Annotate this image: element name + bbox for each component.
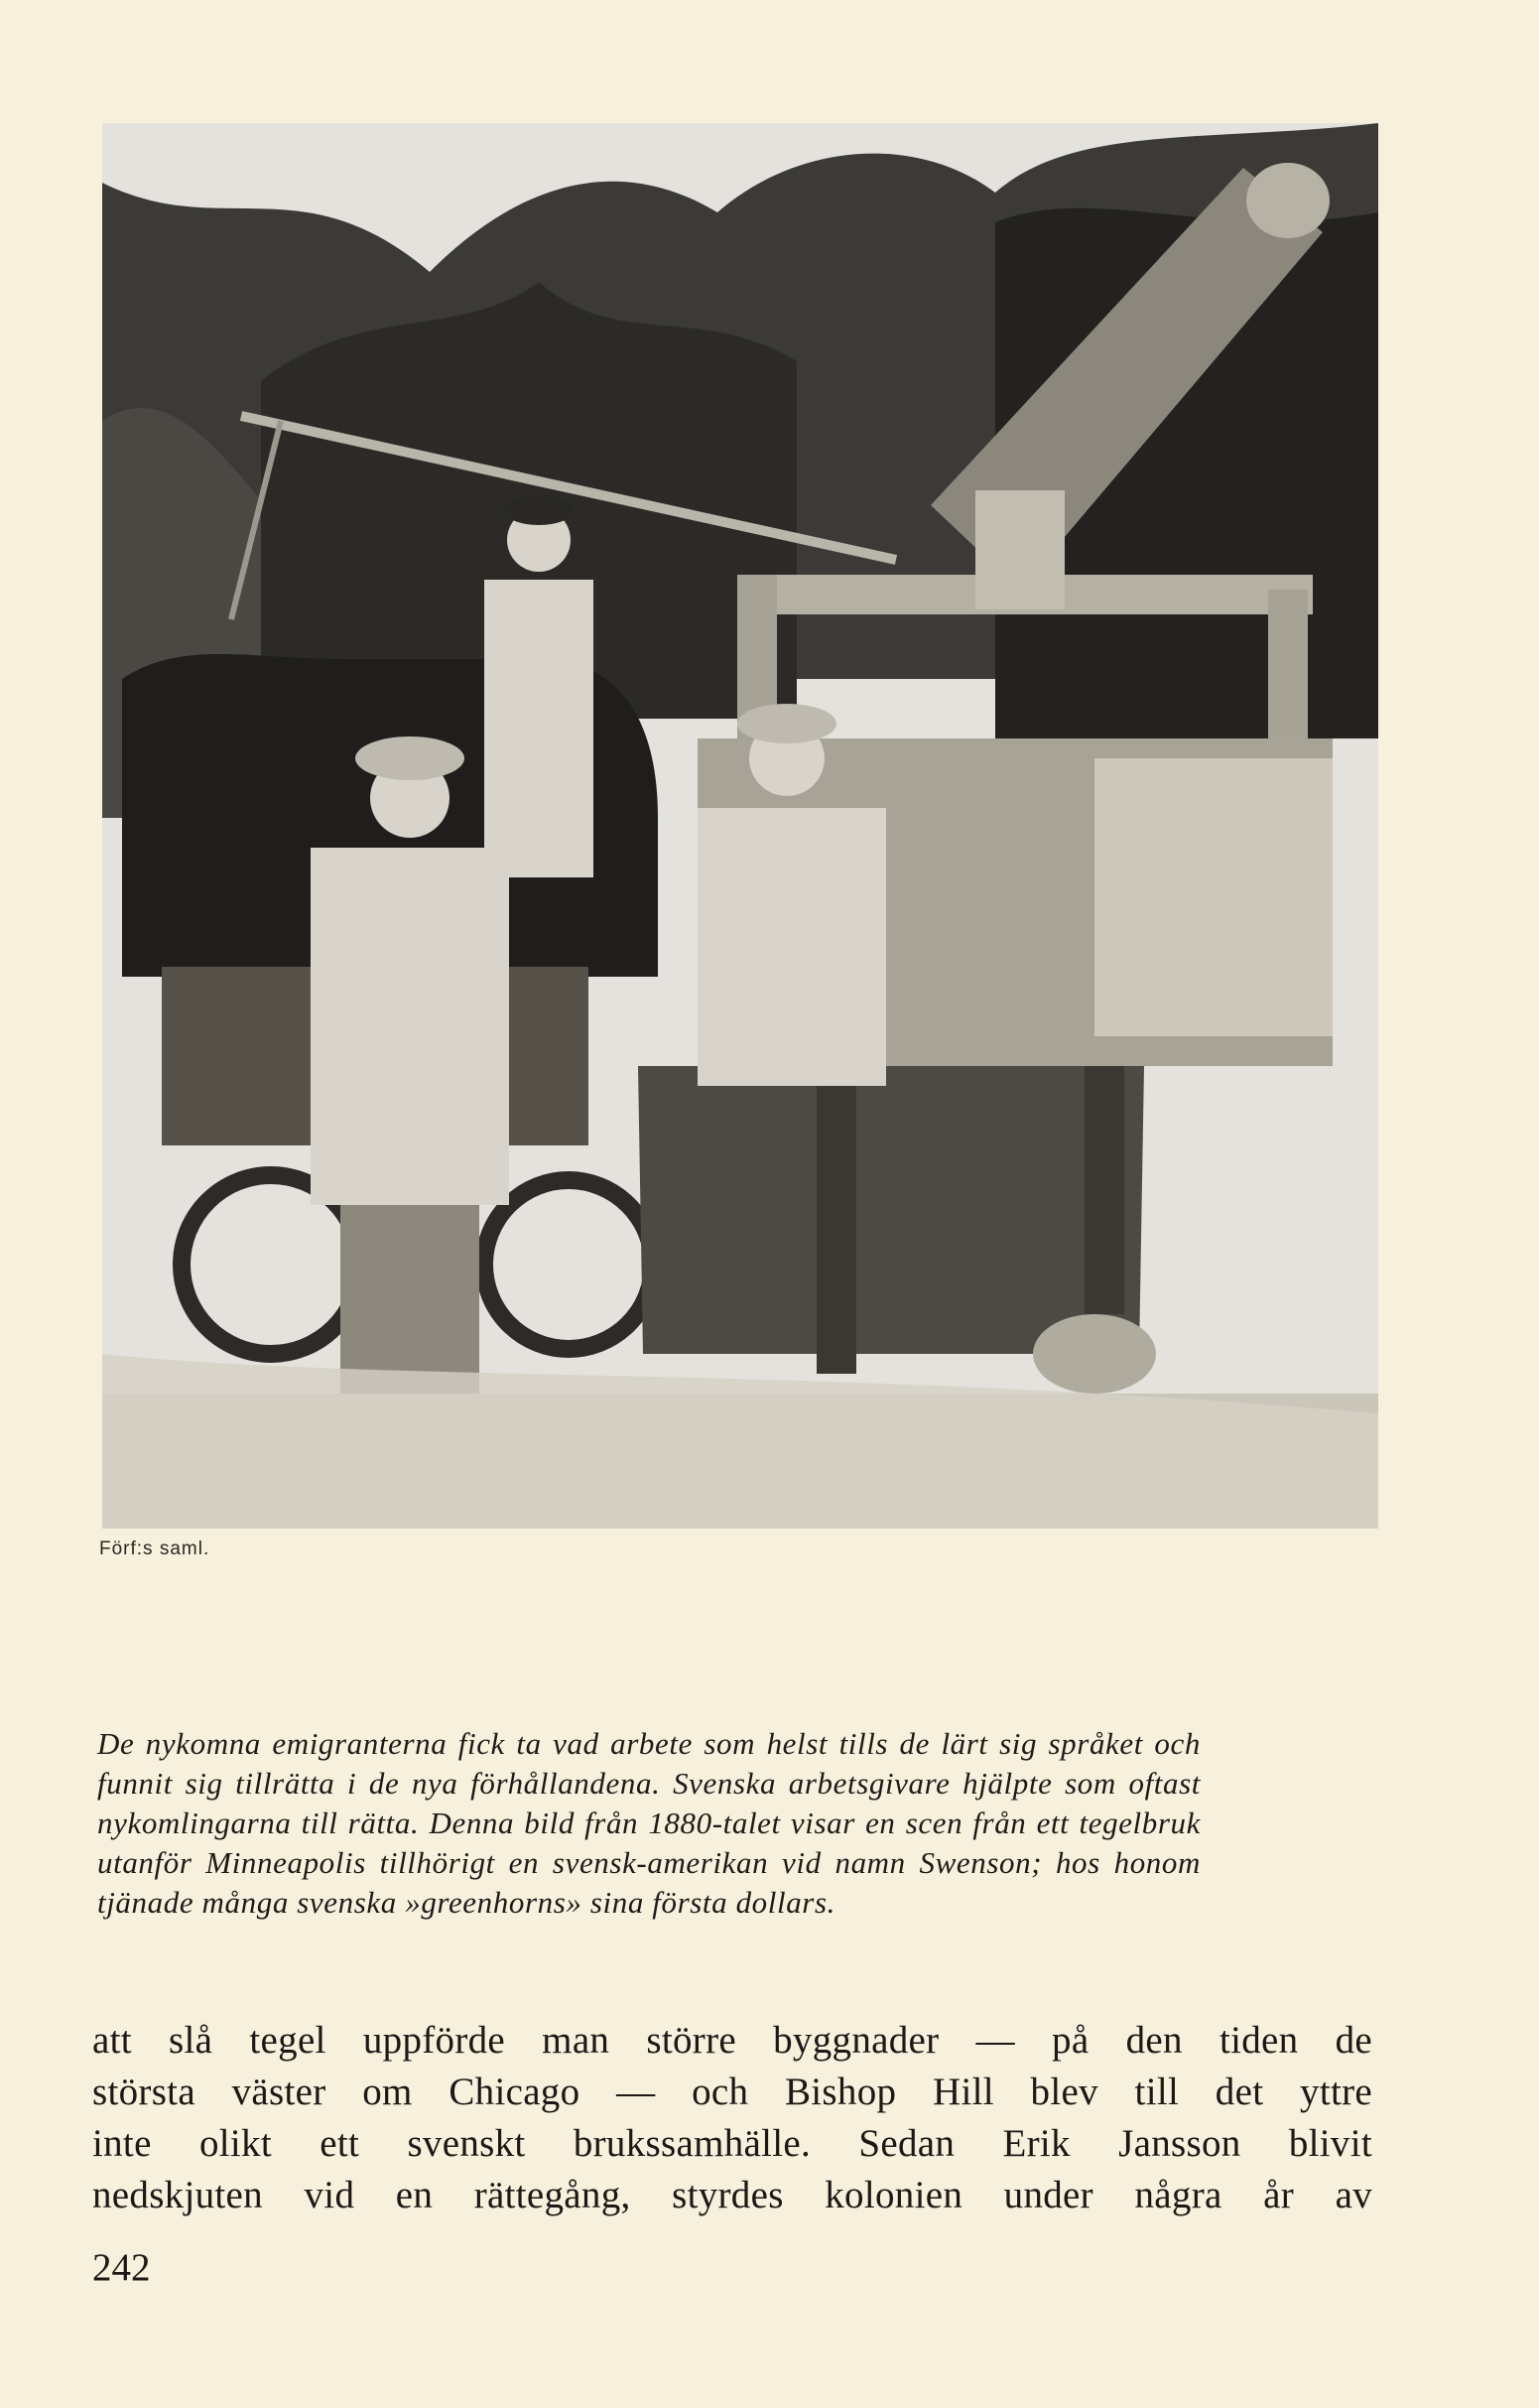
body-line: största väster om Chicago — och Bishop Hill blev till det yttre (92, 2071, 1372, 2113)
brickyard-photograph (102, 123, 1378, 1529)
body-line: inte olikt ett svenskt brukssamhälle. Sedan Erik Jansson blivit (92, 2122, 1372, 2165)
body-paragraph (92, 2015, 1372, 2221)
photo-credit: Förf:s saml. (99, 1538, 210, 1559)
page-number: 242 (92, 2246, 151, 2289)
body-line: nedskjuten vid en rättegång, styrdes kolonien under några år av (92, 2174, 1372, 2216)
body-line: att slå tegel uppförde man större byggnader — på den tiden de (92, 2019, 1372, 2062)
brickyard-scene (102, 123, 1378, 1529)
photo-caption: De nykomna emigranterna fick ta vad arbete som helst tills de lärt sig språket och funnit sig tillrätta i de nya förhållandena. Svenska arbetsgivare hjälpte som oftast nykomlingarna till rätta. Denna bild från 1880-talet visar en scen från ett tegelbruk utanför Minneapolis tillhörigt en svensk-amerikan vid namn Swenson; hos honom tjänade många svenska »greenhorns» sina första dollars. (97, 1726, 1201, 1920)
